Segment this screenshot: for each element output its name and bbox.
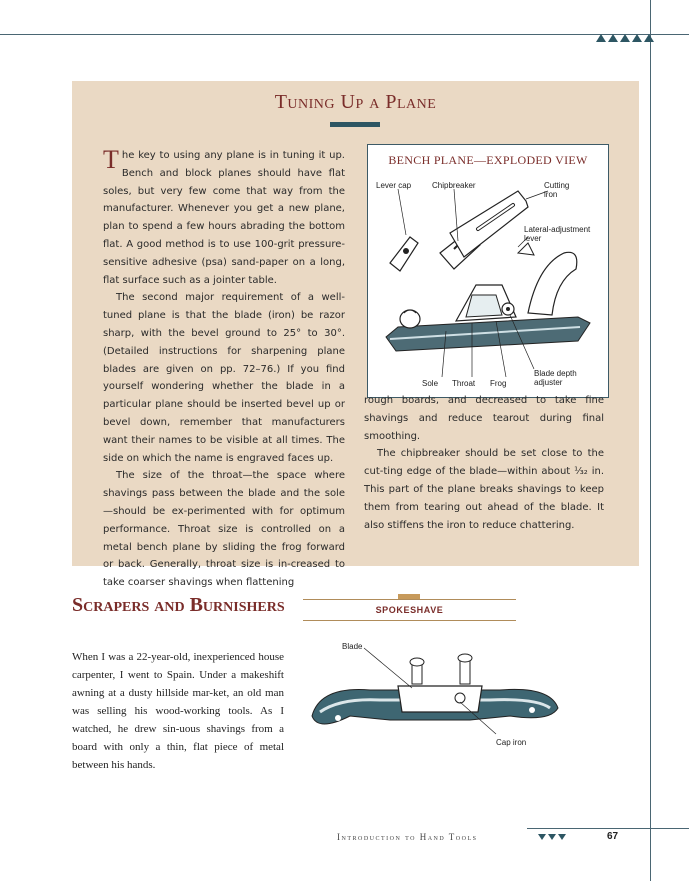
label-blade: Blade bbox=[342, 642, 363, 651]
label-cap-iron: Cap iron bbox=[496, 738, 527, 747]
title-underline-bar bbox=[330, 122, 380, 127]
figure-title: BENCH PLANE—EXPLODED VIEW bbox=[388, 153, 588, 167]
section-title: Scrapers and Burnishers bbox=[72, 594, 285, 616]
triangle-icon bbox=[596, 34, 606, 42]
header-triangles bbox=[596, 34, 654, 42]
label-cutting-iron: Cutting iron bbox=[544, 181, 570, 199]
label-sole: Sole bbox=[422, 379, 439, 388]
sidebar-paragraph: The size of the throat—the space where shavings pass between the blade and the sole—should be ex-perimented with for optimum performance. Throat size is controlled on a metal bench plane by sliding the frog forward or back. Generally, throat size is in-creased to take coarser shavings when flattening bbox=[103, 470, 345, 589]
label-chipbreaker: Chipbreaker bbox=[432, 181, 476, 190]
triangle-icon bbox=[558, 834, 566, 840]
label-blade-depth-adjuster: Blade depth adjuster bbox=[534, 369, 577, 387]
label-lever-cap: Lever cap bbox=[376, 181, 412, 190]
section-body bbox=[72, 648, 284, 774]
triangle-icon bbox=[620, 34, 630, 42]
triangle-icon bbox=[538, 834, 546, 840]
triangle-icon bbox=[548, 834, 556, 840]
sidebar-paragraph: The key to using any plane is in tuning it up. Bench and block planes should have flat soles, but very few come that way from the manufacturer. Whenever you get a new plane, plan to spend a few hours abrading the bottom flat. A good method is to use 100-grit pressure-sensitive adhesive (psa) sand-paper on a long, flat surface such as a jointer table. bbox=[103, 145, 345, 286]
label-lateral-adjustment-lever: Lateral-adjustment lever bbox=[524, 225, 591, 243]
drop-cap: T bbox=[103, 145, 119, 174]
label-frog: Frog bbox=[490, 379, 507, 388]
spokeshave-caption: SPOKESHAVE bbox=[303, 599, 516, 621]
right-margin-rule bbox=[650, 0, 651, 881]
body-paragraph: When I was a 22-year-old, inexperienced house carpenter, I went to Spain. Under a makeshift awning at a dusty hillside mar-ket, an old man was selling his wood-working tools. As I watched, he drew sin-uous shavings from a board with only a thin, flat piece of metal between his hands. bbox=[72, 651, 284, 771]
triangle-icon bbox=[632, 34, 642, 42]
sidebar-paragraph: rough boards, and decreased to take fine shavings and reduce tearout during final smoothing. bbox=[364, 395, 604, 442]
sidebar-title: Tuning Up a Plane bbox=[274, 91, 437, 113]
sidebar-paragraph: The second major requirement of a well-tuned plane is that the blade (iron) be razor sharp, with the bevel ground to 25° to 30°. (Detailed instructions for sharpening plane blades are given on pp. 72–76.) If you find yourself wondering whether the blade in a particular plane should be inserted bevel up or bevel down, remember that manufacturers want their names to be visible at all times. The side on which the name is engraved faces up. bbox=[103, 292, 345, 464]
sidebar-column-left bbox=[103, 147, 345, 592]
sidebar-box bbox=[72, 81, 639, 589]
footer-triangles bbox=[538, 834, 566, 840]
triangle-icon bbox=[608, 34, 618, 42]
sidebar-column-right bbox=[364, 392, 604, 534]
footer-rule bbox=[527, 828, 689, 829]
bench-plane-figure bbox=[367, 144, 609, 398]
spokeshave-illustration bbox=[300, 636, 560, 746]
sidebar-paragraph: The chipbreaker should be set close to the cut-ting edge of the blade—within about ¹⁄₃₂ in. This part of the plane breaks shavings to keep them from tearing out ahead of the blade. It also stiffens the iron to reduce chattering. bbox=[364, 448, 604, 531]
triangle-icon bbox=[644, 34, 654, 42]
page-number: 67 bbox=[607, 831, 619, 842]
footer-title: Introduction to Hand Tools bbox=[337, 832, 478, 842]
label-throat: Throat bbox=[452, 379, 476, 388]
top-rule bbox=[0, 34, 689, 35]
